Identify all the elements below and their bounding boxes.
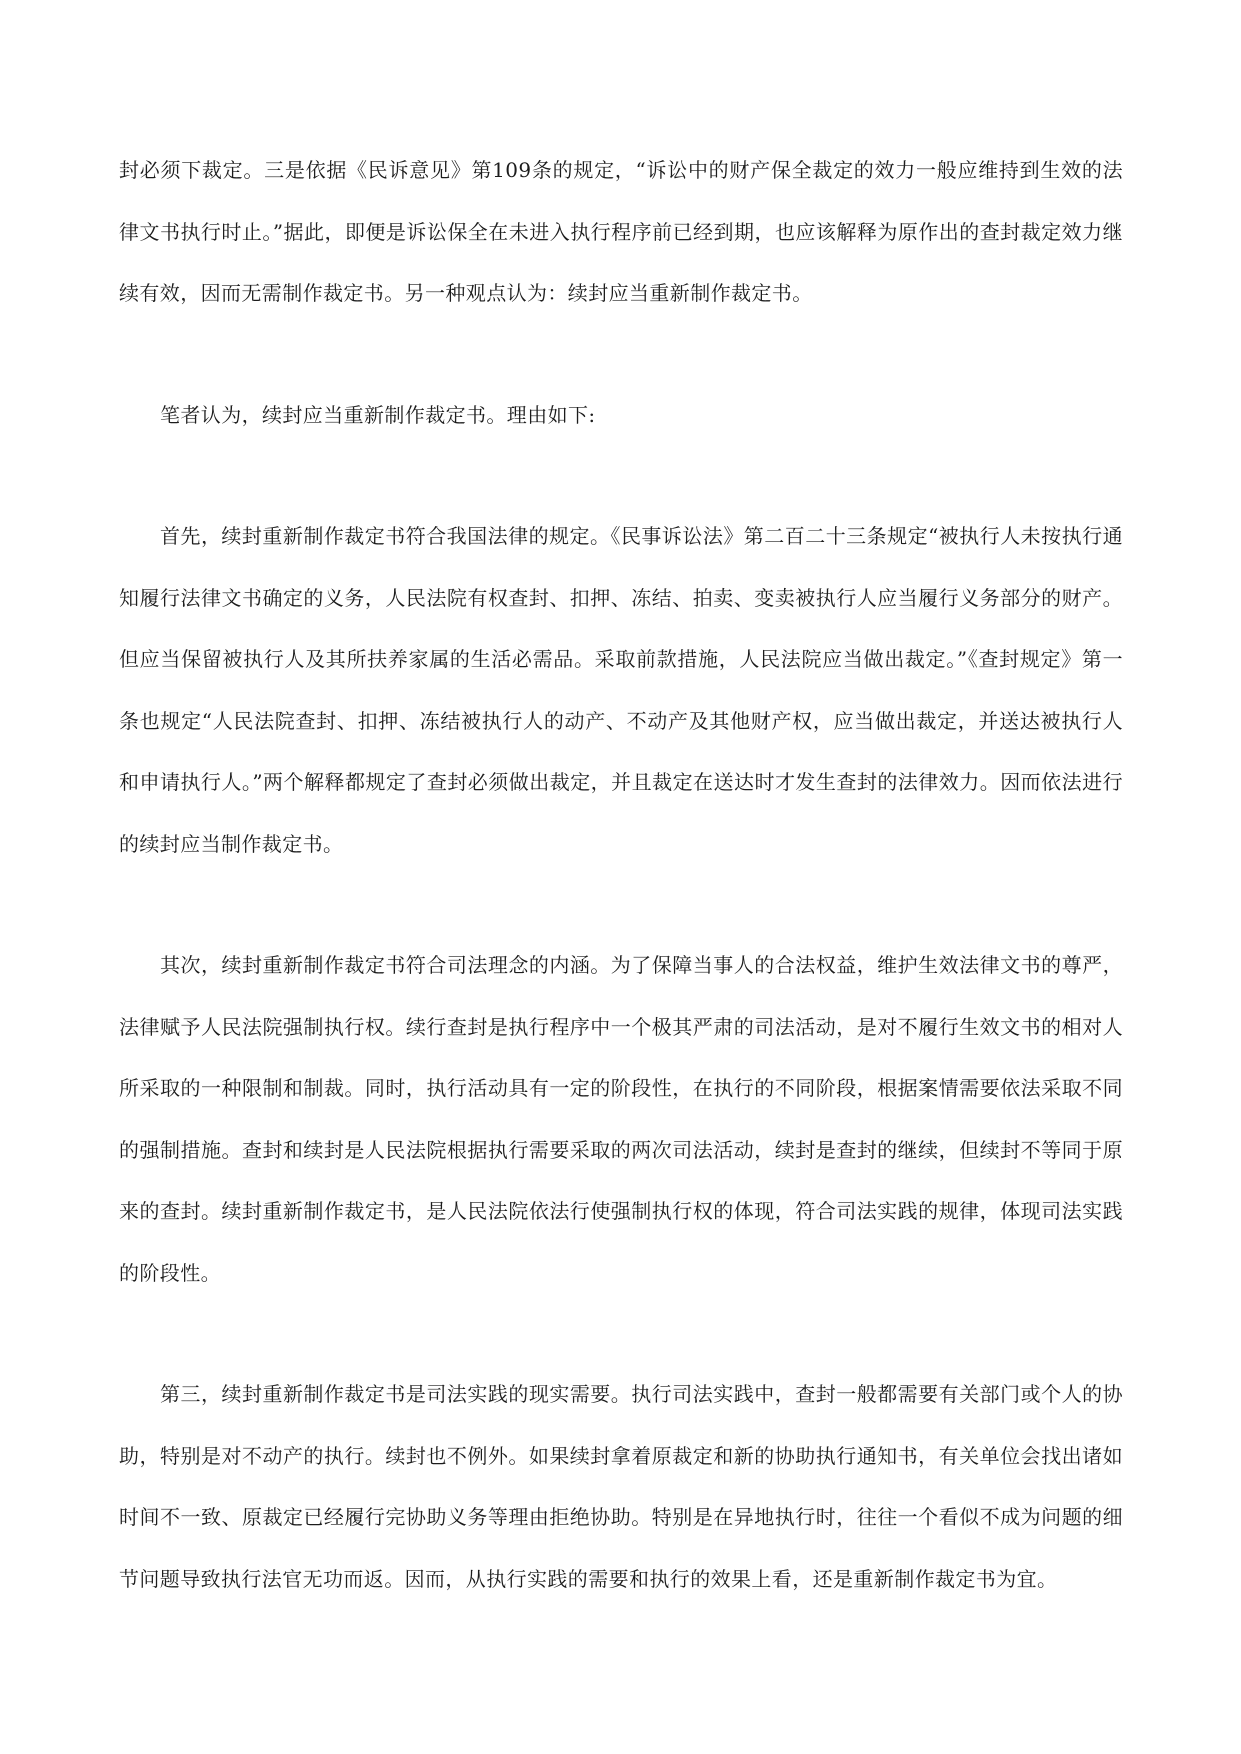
document-body xyxy=(119,140,1123,1670)
paragraph-second-reason: 其次，续封重新制作裁定书符合司法理念的内涵。为了保障当事人的合法权益，维护生效法律文书的尊严，法律赋予人民法院强制执行权。续行查封是执行程序中一个极其严肃的司法活动，是对不履行生效文书的相对人所采取的一种限制和制裁。同时，执行活动具有一定的阶段性，在执行的不同阶段，根据案情需要依法采取不同的强制措施。查封和续封是人民法院根据执行需要采取的两次司法活动，续封是查封的继续，但续封不等同于原来的查封。续封重新制作裁定书，是人民法院依法行使强制执行权的体现，符合司法实践的规律，体现司法实践的阶段性。 xyxy=(119,953,1123,1285)
paragraph-third-reason: 第三，续封重新制作裁定书是司法实践的现实需要。执行司法实践中，查封一般都需要有关部门或个人的协助，特别是对不动产的执行。续封也不例外。如果续封拿着原裁定和新的协助执行通知书，有关单位会找出诸如时间不一致、原裁定已经履行完协助义务等理由拒绝协助。特别是在异地执行时，往往一个看似不成为问题的细节问题导致执行法官无功而返。因而，从执行实践的需要和执行的效果上看，还是重新制作裁定书为宜。 xyxy=(119,1382,1123,1591)
paragraph-first-reason: 首先，续封重新制作裁定书符合我国法律的规定。《民事诉讼法》第二百二十三条规定“被执行人未按执行通知履行法律文书确定的义务，人民法院有权查封、扣押、冻结、拍卖、变卖被执行人应当履行义务部分的财产。但应当保留被执行人及其所扶养家属的生活必需品。采取前款措施，人民法院应当做出裁定。”《查封规定》第一条也规定“人民法院查封、扣押、冻结被执行人的动产、不动产及其他财产权，应当做出裁定，并送达被执行人和申请执行人。”两个解释都规定了查封必须做出裁定，并且裁定在送达时才发生查封的法律效力。因而依法进行的续封应当制作裁定书。 xyxy=(119,524,1123,856)
paragraph-author-view: 笔者认为，续封应当重新制作裁定书。理由如下: xyxy=(160,402,596,427)
paragraph-continued: 封必须下裁定。三是依据《民诉意见》第109条的规定，“诉讼中的财产保全裁定的效力一般应维持到生效的法律文书执行时止。”据此，即便是诉讼保全在未进入执行程序前已经到期，也应该解释为原作出的查封裁定效力继续有效，因而无需制作裁定书。另一种观点认为：续封应当重新制作裁定书。 xyxy=(119,158,1123,305)
